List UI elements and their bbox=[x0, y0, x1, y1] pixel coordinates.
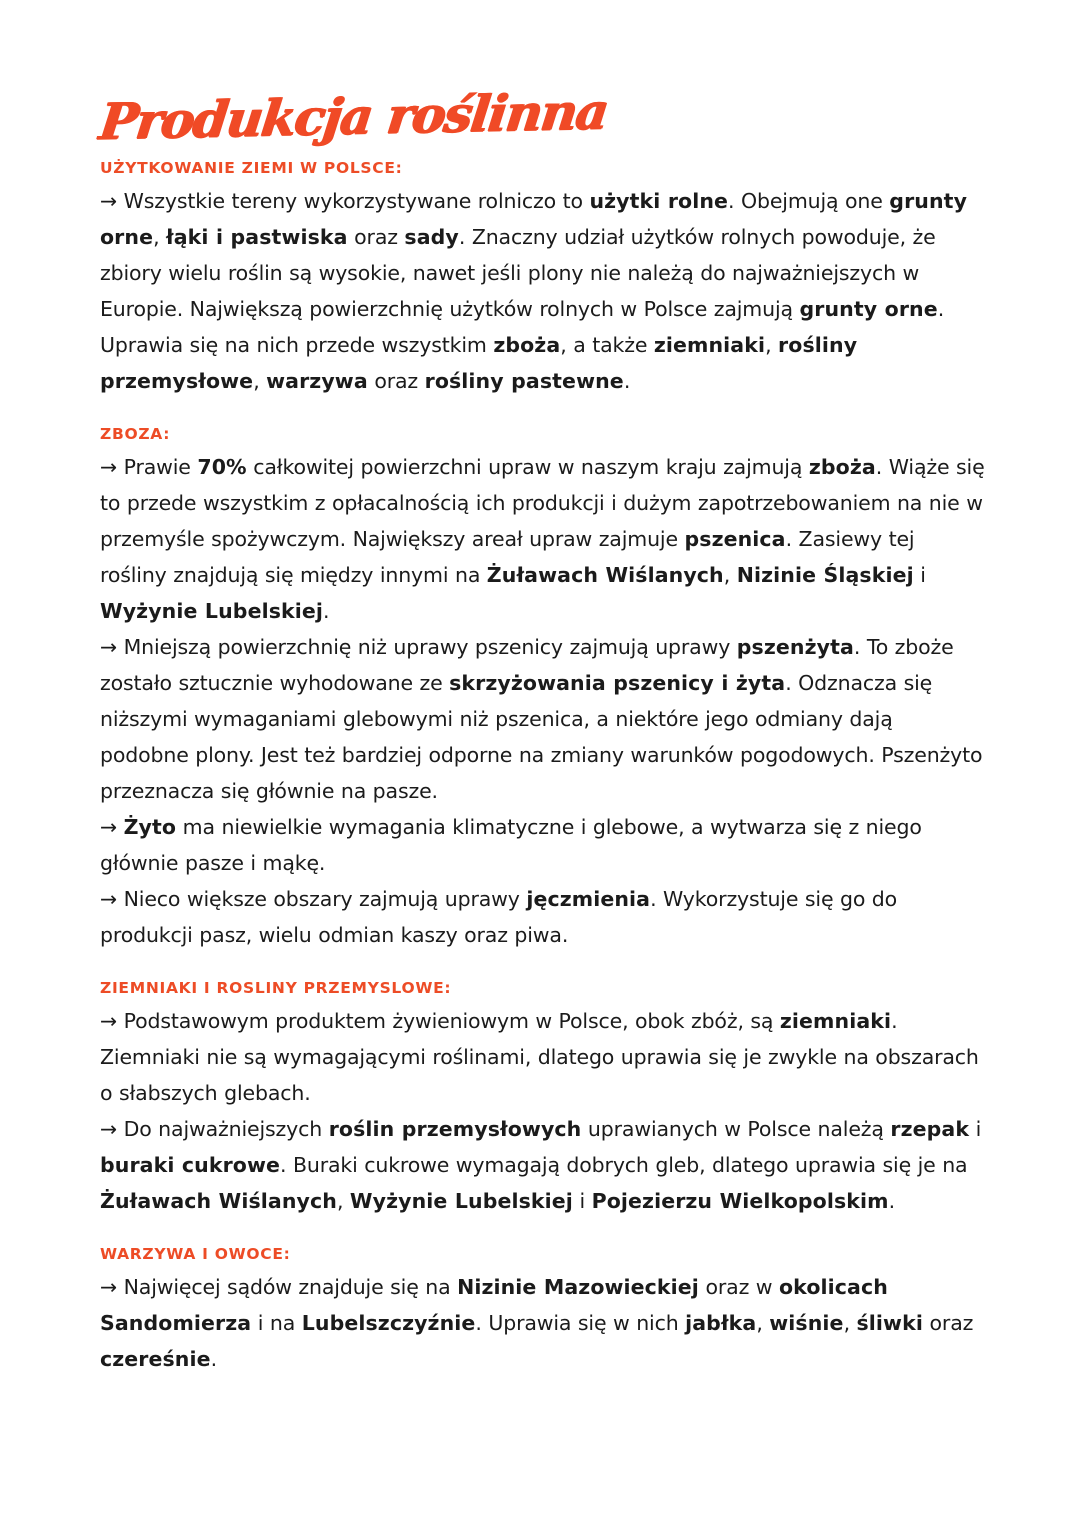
text-run: . Uprawia się na nich przede wszystkim bbox=[100, 296, 945, 357]
text-run: → Najwięcej sądów znajduje się na bbox=[100, 1274, 458, 1299]
bold-term: warzywa bbox=[266, 368, 368, 393]
text-run: . Zasiewy tej rośliny znajdują się między innymi na bbox=[100, 526, 915, 587]
bold-term: pszenica bbox=[684, 526, 786, 551]
text-run: . Ziemniaki nie są wymagającymi roślinami, dlatego uprawia się je zwykle na obszarach o słabszych glebach. bbox=[100, 1008, 979, 1105]
text-run: . To zboże zostało sztucznie wyhodowane ze bbox=[100, 634, 954, 695]
text-run: ma niewielkie wymagania klimatyczne i glebowe, a wytwarza się z niego głównie pasze i mąkę. bbox=[100, 814, 922, 875]
text-run: i na bbox=[251, 1310, 302, 1335]
bold-term: użytki rolne bbox=[589, 188, 729, 213]
text-run: → bbox=[100, 814, 124, 839]
text-run: , a także bbox=[560, 332, 654, 357]
bold-term: łąki i pastwiska bbox=[166, 224, 348, 249]
section-heading: ZBOZA: bbox=[100, 424, 171, 443]
bold-term: Wyżynie Lubelskiej bbox=[349, 1188, 573, 1213]
text-run: → Mniejszą powierzchnię niż uprawy pszenicy zajmują uprawy bbox=[100, 634, 737, 659]
text-run: . Wykorzystuje się go do produkcji pasz, wielu odmian kaszy oraz piwa. bbox=[100, 886, 898, 947]
paragraph-p7 bbox=[100, 1111, 985, 1219]
bold-term: rośliny pastewne bbox=[424, 368, 624, 393]
section-heading: UŻYTKOWANIE ZIEMI W POLSCE: bbox=[100, 158, 403, 177]
bold-term: Pojezierzu Wielkopolskim bbox=[591, 1188, 889, 1213]
page-title: Produkcja roślinna bbox=[96, 81, 611, 151]
section-3 bbox=[100, 979, 985, 1219]
bold-term: ziemniaki bbox=[779, 1008, 892, 1033]
text-run: . Buraki cukrowe wymagają dobrych gleb, dlatego uprawia się je na bbox=[280, 1152, 968, 1177]
bold-term: Żuławach Wiślanych bbox=[486, 562, 724, 587]
text-run: uprawianych w Polsce należą bbox=[581, 1116, 891, 1141]
paragraph-p8 bbox=[100, 1269, 985, 1377]
text-run: , bbox=[756, 1310, 770, 1335]
text-run: , bbox=[153, 224, 167, 249]
bold-term: rośliny przemysłowe bbox=[100, 332, 858, 393]
bold-term: Żyto bbox=[123, 814, 177, 839]
bold-term: grunty orne bbox=[100, 188, 968, 249]
bold-term: rzepak bbox=[890, 1116, 970, 1141]
text-run: → Podstawowym produktem żywieniowym w Polsce, obok zbóż, są bbox=[100, 1008, 780, 1033]
text-run: i bbox=[913, 562, 926, 587]
bold-term: zboża bbox=[493, 332, 561, 357]
text-run: . bbox=[210, 1346, 218, 1371]
bold-term: Żuławach Wiślanych bbox=[100, 1188, 337, 1213]
paragraph-p3 bbox=[100, 629, 985, 809]
bold-term: skrzyżowania pszenicy i żyta bbox=[449, 670, 786, 695]
section-4 bbox=[100, 1245, 985, 1377]
paragraph-p4 bbox=[100, 809, 985, 881]
text-run: . bbox=[888, 1188, 895, 1213]
text-run: → Wszystkie tereny wykorzystywane rolniczo to bbox=[100, 188, 590, 213]
text-run: , bbox=[843, 1310, 857, 1335]
bold-term: czereśnie bbox=[100, 1346, 211, 1371]
text-run: . Wiąże się to przede wszystkim z opłacalnością ich produkcji i dużym zapotrzebowaniem na nie w przemyśle spożywczym. Największy areał upraw zajmuje bbox=[100, 454, 985, 551]
bold-term: sady bbox=[404, 224, 459, 249]
bold-term: Lubelszczyźnie bbox=[301, 1310, 476, 1335]
text-run: → Do najważniejszych bbox=[100, 1116, 329, 1141]
paragraph-p2 bbox=[100, 449, 985, 629]
bold-term: okolicach Sandomierza bbox=[100, 1274, 888, 1335]
text-run: . bbox=[323, 598, 330, 623]
text-run: . Odznacza się niższymi wymaganiami glebowymi niż pszenica, a niektóre jego odmiany dają podobne plony. Jest też bardziej odporne na zmiany warunków pogodowych. Pszenżyto przeznacza się głównie na pasze. bbox=[100, 670, 983, 803]
bold-term: roślin przemysłowych bbox=[328, 1116, 582, 1141]
section-heading: ZIEMNIAKI I ROSLINY PRZEMYSLOWE: bbox=[100, 978, 452, 997]
bold-term: buraki cukrowe bbox=[100, 1152, 281, 1177]
bold-term: 70% bbox=[197, 454, 247, 479]
section-1 bbox=[100, 159, 985, 399]
sections-container bbox=[100, 159, 985, 1377]
text-run: oraz bbox=[922, 1310, 974, 1335]
section-2 bbox=[100, 425, 985, 953]
bold-term: Nizinie Śląskiej bbox=[736, 562, 914, 587]
text-run: . bbox=[623, 368, 631, 393]
text-run: → Nieco większe obszary zajmują uprawy bbox=[100, 886, 527, 911]
bold-term: jęczmienia bbox=[526, 886, 651, 911]
bold-term: Nizinie Mazowieckiej bbox=[457, 1274, 699, 1299]
text-run: , bbox=[253, 368, 267, 393]
bold-term: zboża bbox=[808, 454, 876, 479]
text-run: oraz bbox=[367, 368, 425, 393]
text-run: i bbox=[572, 1188, 592, 1213]
paragraph-p5 bbox=[100, 881, 985, 953]
bold-term: pszenżyta bbox=[736, 634, 854, 659]
bold-term: ziemniaki bbox=[653, 332, 766, 357]
text-run: → Prawie bbox=[100, 454, 198, 479]
text-run: całkowitej powierzchni upraw w naszym kraju zajmują bbox=[246, 454, 809, 479]
bold-term: jabłka bbox=[685, 1310, 757, 1335]
text-run: , bbox=[723, 562, 737, 587]
text-run: oraz w bbox=[698, 1274, 779, 1299]
text-run: oraz bbox=[347, 224, 405, 249]
paragraph-p6 bbox=[100, 1003, 985, 1111]
text-run: . Obejmują one bbox=[728, 188, 890, 213]
text-run: , bbox=[336, 1188, 350, 1213]
text-run: . Uprawia się w nich bbox=[475, 1310, 686, 1335]
text-run: , bbox=[765, 332, 779, 357]
text-run: i bbox=[969, 1116, 982, 1141]
bold-term: śliwki bbox=[856, 1310, 923, 1335]
section-heading: WARZYWA I OWOCE: bbox=[100, 1244, 291, 1263]
paragraph-p1 bbox=[100, 183, 985, 399]
bold-term: wiśnie bbox=[769, 1310, 844, 1335]
bold-term: Wyżynie Lubelskiej bbox=[100, 598, 323, 623]
bold-term: grunty orne bbox=[799, 296, 938, 321]
text-run: . Znaczny udział użytków rolnych powoduje, że zbiory wielu roślin są wysokie, nawet jeśli plony nie należą do najważniejszych w Europie. Największą powierzchnię użytków rolnych w Polsce zajmują bbox=[100, 224, 936, 321]
